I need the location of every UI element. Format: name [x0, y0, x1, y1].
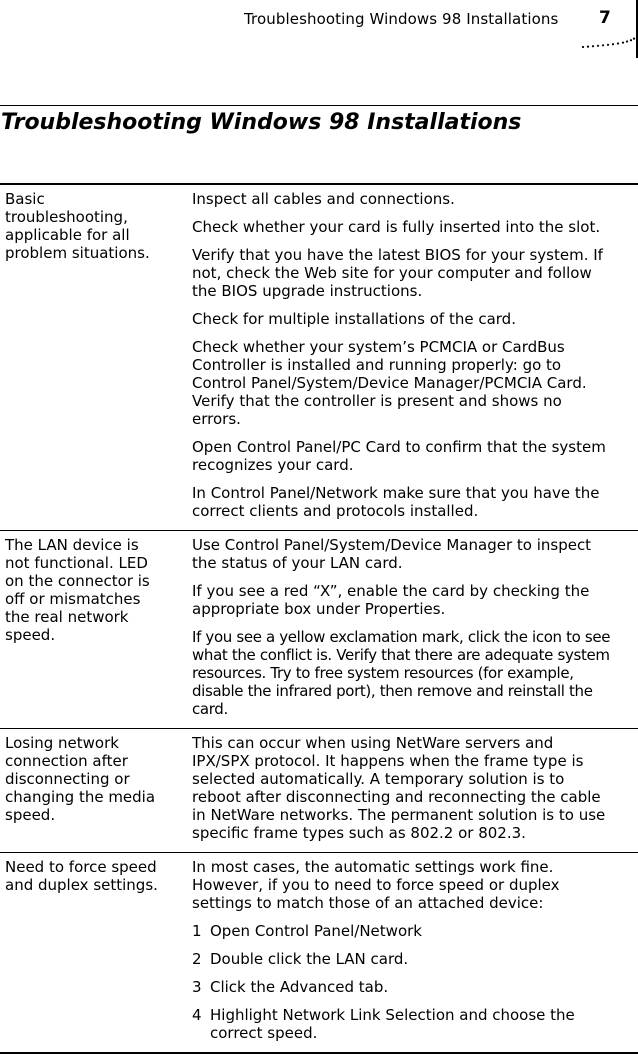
step-text: Open Control Panel/Network: [210, 922, 422, 940]
solution-paragraph: If you see a red “X”, enable the card by checking the appropriate box under Properties.: [192, 582, 590, 618]
solution-cell: [172, 531, 612, 728]
solution-paragraph: If you see a yellow exclamation mark, click the icon to see what the conflict is. Verify that there are adequate system resources. Try to free system resources (for example, disable the infrared port), then remove and reinstall the card.: [192, 628, 611, 718]
step-number: 1: [192, 922, 202, 940]
step-text: Click the Advanced tab.: [210, 978, 389, 996]
step-number: 3: [192, 978, 202, 996]
solution-paragraph: Open Control Panel/PC Card to confirm that the system recognizes your card.: [192, 438, 606, 474]
solution-paragraph: Check for multiple installations of the card.: [192, 310, 516, 328]
step-text: Highlight Network Link Selection and choose the correct speed.: [210, 1006, 575, 1042]
header-corner-line: [636, 0, 638, 58]
solution-paragraph: This can occur when using NetWare servers and IPX/SPX protocol. It happens when the frame type is selected automatically. A temporary solution is to reboot after disconnecting and reconnecting the cable in NetWare networks. The permanent solution is to use specific frame types such as 802.2 or 802.3.: [192, 734, 606, 842]
numbered-step: [192, 922, 612, 940]
step-number: 4: [192, 1006, 202, 1024]
troubleshooting-table: [0, 183, 638, 1054]
problem-cell: Basic troubleshooting, applicable for all problem situations.: [5, 190, 150, 262]
solution-paragraph: Inspect all cables and connections.: [192, 190, 455, 208]
solution-paragraph: In Control Panel/Network make sure that you have the correct clients and protocols installed.: [192, 484, 600, 520]
step-number: 2: [192, 950, 202, 968]
table-row: [0, 185, 638, 530]
running-header: [0, 0, 638, 56]
problem-cell: Need to force speed and duplex settings.: [5, 858, 158, 894]
numbered-step: [192, 950, 612, 968]
solution-paragraph: Verify that you have the latest BIOS for your system. If not, check the Web site for your computer and follow the BIOS upgrade instructions.: [192, 246, 603, 300]
page-number: 7: [599, 8, 611, 28]
solution-paragraph: In most cases, the automatic settings work fine. However, if you to need to force speed or duplex settings to match those of an attached device:: [192, 858, 560, 912]
solution-paragraph: Use Control Panel/System/Device Manager to inspect the status of your LAN card.: [192, 536, 592, 572]
solution-cell: [172, 853, 612, 1052]
problem-cell: The LAN device is not functional. LED on the connector is off or mismatches the real network speed.: [5, 536, 150, 644]
numbered-step: [192, 1006, 612, 1042]
step-text: Double click the LAN card.: [210, 950, 409, 968]
solution-paragraph: Check whether your card is fully inserted into the slot.: [192, 218, 601, 236]
table-row: [0, 530, 638, 728]
solution-paragraph: Check whether your system’s PCMCIA or CardBus Controller is installed and running properly: go to Control Panel/System/Device Manager/PCMCIA Card. Verify that the controller is present and shows no errors.: [192, 338, 587, 428]
table-row: [0, 728, 638, 852]
numbered-step: [192, 978, 612, 996]
solution-cell: [172, 185, 612, 530]
running-title: Troubleshooting Windows 98 Installations: [244, 10, 559, 28]
page-title: Troubleshooting Windows 98 Installations: [1, 110, 522, 135]
table-row: [0, 852, 638, 1052]
dotted-curve-icon: [580, 36, 636, 50]
problem-cell: Losing network connection after disconnecting or changing the media speed.: [5, 734, 156, 824]
solution-cell: [172, 729, 612, 852]
title-rule: [0, 105, 638, 106]
